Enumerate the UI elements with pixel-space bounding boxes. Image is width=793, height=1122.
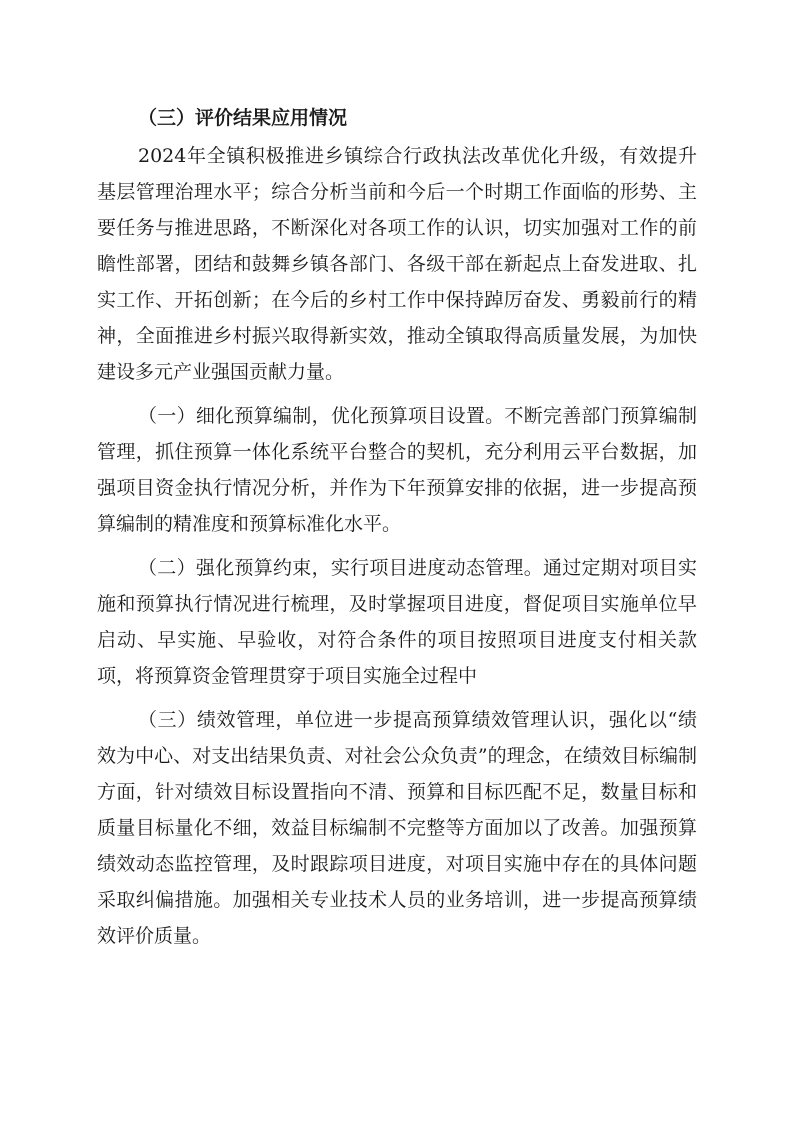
document-body bbox=[97, 100, 697, 962]
paragraph-budget-constraint: （二）强化预算约束，实行项目进度动态管理。通过定期对项目实施和预算执行情况进行梳理，及时掌握项目进度，督促项目实施单位早启动、早实施、早验收，对符合条件的项目按照项目进度支付相关款项，将预算资金管理贯穿于项目实施全过程中 bbox=[97, 557, 697, 687]
paragraph-performance-management: （三）绩效管理，单位进一步提高预算绩效管理认识，强化以“绩效为中心、对支出结果负责、对社会公众负责”的理念，在绩效目标编制方面，针对绩效目标设置指向不清、预算和目标匹配不足，数量目标和质量目标量化不细，效益目标编制不完整等方面加以了改善。加强预算绩效动态监控管理，及时跟踪项目进度，对项目实施中存在的具体问题采取纠偏措施。加强相关专业技术人员的业务培训，进一步提高预算绩效评价质量。 bbox=[97, 709, 697, 947]
paragraph-budget-compilation: （一）细化预算编制，优化预算项目设置。不断完善部门预算编制管理，抓住预算一体化系统平台整合的契机，充分利用云平台数据，加强项目资金执行情况分析，并作为下年预算安排的依据，进一步提高预算编制的精准度和预算标准化水平。 bbox=[97, 405, 697, 535]
paragraph-summary: 2024年全镇积极推进乡镇综合行政执法改革优化升级，有效提升基层管理治理水平；综合分析当前和今后一个时期工作面临的形势、主要任务与推进思路，不断深化对各项工作的认识，切实加强对工作的前瞻性部署，团结和鼓舞乡镇各部门、各级干部在新起点上奋发进取、扎实工作、开拓创新；在今后的乡村工作中保持踔厉奋发、勇毅前行的精神，全面推进乡村振兴取得新实效，推动全镇取得高质量发展，为加快建设多元产业强国贡献力量。 bbox=[97, 145, 697, 383]
section-heading: （三）评价结果应用情况 bbox=[138, 107, 348, 129]
